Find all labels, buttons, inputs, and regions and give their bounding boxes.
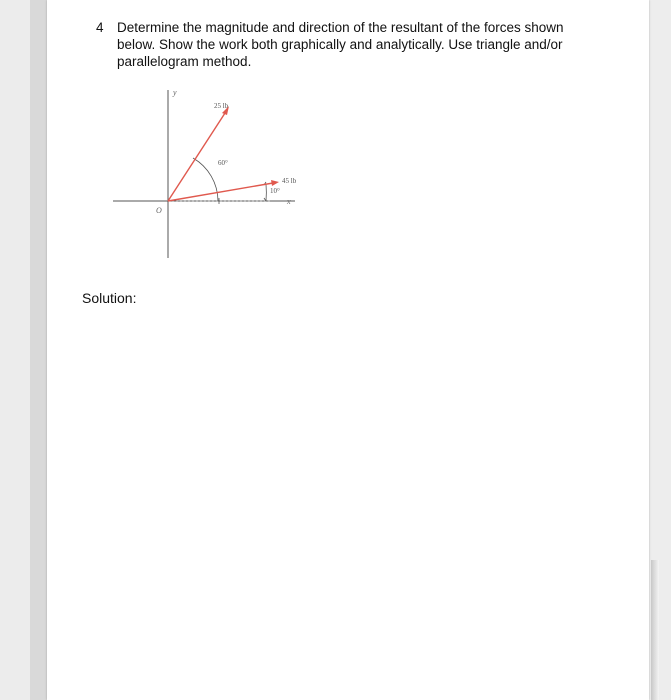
y-axis-label: y — [173, 88, 177, 97]
force-25lb-vector — [168, 110, 227, 201]
angle-10-label: 10° — [270, 187, 280, 195]
x-axis-label: x — [287, 197, 291, 206]
force-45lb-label: 45 lb — [282, 177, 297, 185]
solution-label: Solution: — [82, 290, 137, 306]
angle-60-label: 60° — [218, 159, 228, 167]
force-45lb-vector — [168, 183, 273, 201]
force-45lb-arrowhead — [271, 180, 279, 186]
force-25lb-label: 25 lb — [214, 102, 229, 110]
force-diagram — [111, 86, 311, 262]
origin-label: O — [156, 206, 162, 215]
viewer-left-margin — [0, 0, 30, 700]
question-text: Determine the magnitude and direction of the resultant of the forces shown below. Show the work both graphically and analytically. Use triangle and/or parallelogram method. — [117, 20, 564, 69]
question-number: 4 — [96, 20, 104, 35]
scroll-shadow — [651, 560, 659, 700]
document-page — [47, 0, 649, 700]
